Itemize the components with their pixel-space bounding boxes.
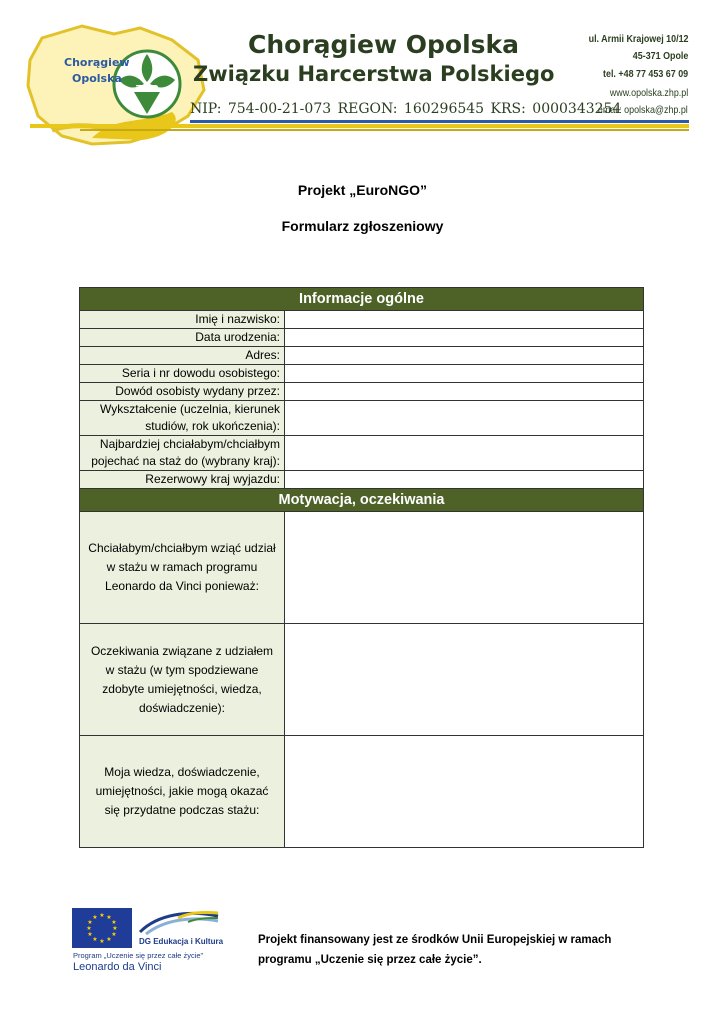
letterhead-stripe-yellow xyxy=(30,124,689,128)
field-label-backup-country: Rezerwowy kraj wyjazdu: xyxy=(80,471,285,489)
form-title: Formularz zgłoszeniowy xyxy=(281,218,444,234)
field-label-motivation: Chciałabym/chciałbym wziąć udział w stażu w ramach programu Leonardo da Vinci ponieważ: xyxy=(80,512,285,624)
contact-street: ul. Armii Krajowej 10/12 xyxy=(588,33,688,45)
eu-flag-icon xyxy=(72,908,132,948)
field-label-id-number: Seria i nr dowodu osobistego: xyxy=(80,365,285,383)
field-input-id-issuer[interactable] xyxy=(285,383,644,401)
application-form-table xyxy=(79,287,644,848)
org-name-line2: Związku Harcerstwa Polskiego xyxy=(193,62,555,86)
section-header-motivation: Motywacja, oczekiwania xyxy=(80,489,644,512)
contact-phone: tel. +48 77 453 67 09 xyxy=(602,68,688,80)
svg-text:★: ★ xyxy=(111,919,117,926)
field-label-full-name: Imię i nazwisko: xyxy=(80,311,285,329)
dg-swoosh-icon xyxy=(138,908,220,936)
org-name-line1: Chorągiew Opolska xyxy=(248,30,520,59)
table-row xyxy=(80,401,644,436)
field-input-backup-country[interactable] xyxy=(285,471,644,489)
svg-text:★: ★ xyxy=(92,914,98,921)
field-input-birth-date[interactable] xyxy=(285,329,644,347)
contact-website-link[interactable]: www.opolska.zhp.pl xyxy=(609,87,688,99)
field-label-skills: Moja wiedza, doświadczenie, umiejętności, jakie mogą okazać się przydatne podczas stażu: xyxy=(80,736,285,848)
svg-text:★: ★ xyxy=(99,912,105,919)
svg-text:★: ★ xyxy=(87,919,93,926)
table-row xyxy=(80,624,644,736)
svg-text:★: ★ xyxy=(106,936,112,943)
contact-city: 45-371 Opole xyxy=(632,50,688,62)
program-label: Program „Uczenie się przez całe życie” xyxy=(73,951,204,960)
table-row xyxy=(80,436,644,471)
logo-mark: ZHP xyxy=(135,84,159,95)
letterhead-stripe-gold xyxy=(80,129,689,131)
svg-text:★: ★ xyxy=(112,925,118,932)
field-input-skills[interactable] xyxy=(285,736,644,848)
field-input-preferred-country[interactable] xyxy=(285,436,644,471)
field-input-address[interactable] xyxy=(285,347,644,365)
table-row xyxy=(80,383,644,401)
field-input-id-number[interactable] xyxy=(285,365,644,383)
table-row xyxy=(80,311,644,329)
logo-text: Chorągiew Opolska xyxy=(64,56,130,85)
svg-text:★: ★ xyxy=(106,914,112,921)
dg-label: DG Edukacja i Kultura xyxy=(139,937,224,946)
field-label-preferred-country: Najbardziej chciałabym/chciałbym pojechać na staż do (wybrany kraj): xyxy=(80,436,285,471)
section-header-general: Informacje ogólne xyxy=(80,288,644,311)
field-input-motivation[interactable] xyxy=(285,512,644,624)
table-row xyxy=(80,347,644,365)
project-title: Projekt „EuroNGO” xyxy=(297,182,428,198)
leonardo-label: Leonardo da Vinci xyxy=(73,961,162,973)
field-label-birth-date: Data urodzenia: xyxy=(80,329,285,347)
table-row xyxy=(80,329,644,347)
field-label-id-issuer: Dowód osobisty wydany przez: xyxy=(80,383,285,401)
contact-email-link[interactable]: email: opolska@zhp.pl xyxy=(598,104,688,116)
svg-text:★: ★ xyxy=(92,936,98,943)
letterhead-stripe-blue xyxy=(190,120,689,123)
field-input-education[interactable] xyxy=(285,401,644,436)
field-input-expectations[interactable] xyxy=(285,624,644,736)
svg-text:★: ★ xyxy=(99,938,105,945)
field-label-address: Adres: xyxy=(80,347,285,365)
svg-text:★: ★ xyxy=(111,931,117,938)
field-input-full-name[interactable] xyxy=(285,311,644,329)
funding-note: Projekt finansowany jest ze środków Unii Europejskiej w ramach programu „Uczenie się przez całe życie”. xyxy=(258,934,612,966)
table-row xyxy=(80,512,644,624)
field-label-education: Wykształcenie (uczelnia, kierunek studiów, rok ukończenia): xyxy=(80,401,285,436)
table-row xyxy=(80,471,644,489)
registration-numbers: NIP: 754-00-21-073 REGON: 160296545 KRS: 0000343254 xyxy=(190,101,622,117)
field-label-expectations: Oczekiwania związane z udziałem w stażu (w tym spodziewane zdobyte umiejętności, wiedza, doświadczenie): xyxy=(80,624,285,736)
table-row xyxy=(80,736,644,848)
table-row xyxy=(80,365,644,383)
svg-text:★: ★ xyxy=(86,925,92,932)
svg-text:★: ★ xyxy=(87,931,93,938)
